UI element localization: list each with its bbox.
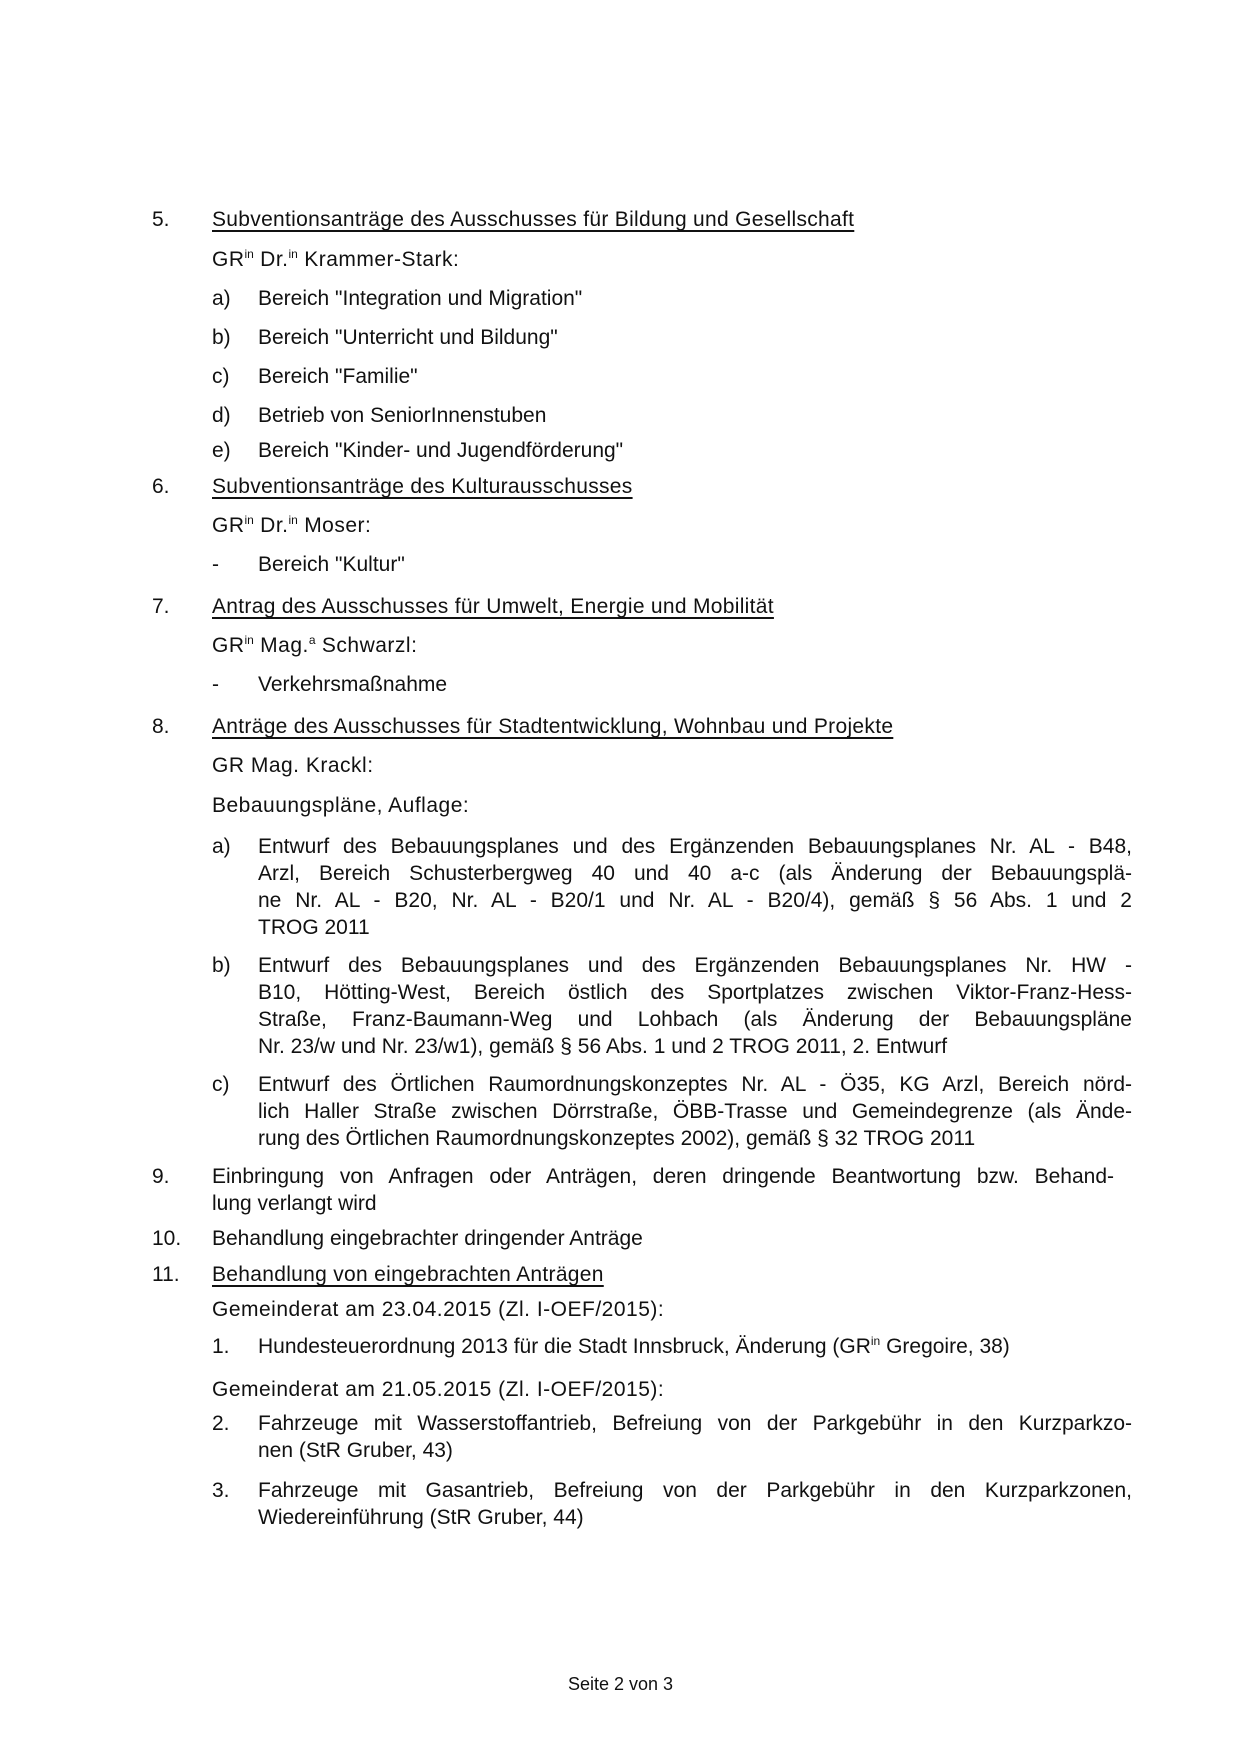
entry-paragraph: Fahrzeuge mit Gasantrieb, Befreiung von der Parkgebühr in den Kurzparkzonen, Wiedereinführung (StR Gruber, 44) (258, 1479, 1132, 1529)
speaker: $GR^{in}$ Dr.$^{in}$ Krammer-Stark: (212, 247, 460, 271)
subitem-paragraph: Entwurf des Bebauungsplanes und des Ergänzenden Bebauungsplanes Nr. AL - B48, Arzl, Bereich Schusterbergweg 40 und 40 a-c (als Änderung der Bebauungsplä- ne Nr. AL - B20, Nr. AL - B20/1 und Nr. AL - B20/4), gemäß § 56 Abs. 1 und 2 TROG 2011 (258, 835, 1132, 939)
subitem-label: c) (212, 365, 230, 388)
subitem-label: a) (212, 835, 231, 858)
subitem-label: b) (212, 954, 231, 977)
item-number: 9. (152, 1165, 170, 1188)
item-number: 8. (152, 715, 170, 738)
speaker: $GR^{in}$ Mag.$^a$ Schwarzl: (212, 633, 418, 657)
speaker: GR Mag. Krackl: (212, 754, 374, 777)
subitem-label: c) (212, 1073, 230, 1096)
subheading: Bebauungspläne, Auflage: (212, 794, 470, 817)
subitem-paragraph: Entwurf des Örtlichen Raumordnungskonzeptes Nr. AL - Ö35, KG Arzl, Bereich nörd- lich Haller Straße zwischen Dörrstraße, ÖBB-Trasse und Gemeindegrenze (als Ände- rung des Örtlichen Raumordnungskonzeptes 2002), gemäß § 32 TROG 2011 (258, 1073, 1132, 1150)
subitem-label: - (212, 673, 219, 696)
subitem-paragraph: Entwurf des Bebauungsplanes und des Ergänzenden Bebauungsplanes Nr. HW - B10, Hötting-West, Bereich östlich des Sportplatzes zwischen Viktor-Franz-Hess- Straße, Franz-Baumann-Weg und Lohbach (als Änderung der Bebauungspläne Nr. 23/w und Nr. 23/w1), gemäß § 56 Abs. 1 und 2 TROG 2011, 2. Entwurf (258, 954, 1132, 1058)
session-heading: Gemeinderat am 23.04.2015 (Zl. I-OEF/2015): (212, 1298, 665, 1321)
entry-text: Hundesteuerordnung 2013 für die Stadt Innsbruck, Änderung ($GR^{in}$ Gregoire, 38) (258, 1334, 1010, 1358)
session-heading: Gemeinderat am 21.05.2015 (Zl. I-OEF/2015): (212, 1378, 665, 1401)
item-number: 11. (152, 1263, 180, 1286)
item-heading: Subventionsanträge des Ausschusses für Bildung und Gesellschaft (212, 208, 855, 231)
entry-label: 3. (212, 1479, 230, 1502)
subitem-label: - (212, 553, 219, 576)
item-heading: Anträge des Ausschusses für Stadtentwicklung, Wohnbau und Projekte (212, 715, 894, 738)
item-number: 10. (152, 1227, 182, 1250)
entry-label: 2. (212, 1412, 230, 1435)
subitem-text: Bereich "Familie" (258, 365, 418, 388)
subitem-label: d) (212, 404, 231, 427)
item-paragraph: Einbringung von Anfragen oder Anträgen, deren dringende Beantwortung bzw. Behand- lung verlangt wird (212, 1165, 1114, 1215)
subitem-label: b) (212, 326, 231, 349)
speaker: $GR^{in}$ Dr.$^{in}$ Moser: (212, 513, 372, 537)
subitem-text: Verkehrsmaßnahme (258, 673, 448, 696)
subitem-text: Bereich "Integration und Migration" (258, 287, 583, 310)
item-number: 7. (152, 595, 170, 618)
entry-label: 1. (212, 1335, 230, 1358)
item-text: Behandlung eingebrachter dringender Anträge (212, 1227, 643, 1250)
subitem-text: Betrieb von SeniorInnenstuben (258, 404, 547, 427)
item-heading: Subventionsanträge des Kulturausschusses (212, 475, 633, 498)
subitem-text: Bereich "Kultur" (258, 553, 405, 576)
subitem-text: Bereich "Kinder- und Jugendförderung" (258, 439, 624, 462)
subitem-label: e) (212, 439, 231, 462)
entry-paragraph: Fahrzeuge mit Wasserstoffantrieb, Befreiung von der Parkgebühr in den Kurzparkzo- nen (StR Gruber, 43) (258, 1412, 1132, 1462)
page-footer: Seite 2 von 3 (567, 1674, 674, 1694)
item-number: 6. (152, 475, 170, 498)
subitem-text: Bereich "Unterricht und Bildung" (258, 326, 558, 349)
item-heading: Behandlung von eingebrachten Anträgen (212, 1263, 604, 1286)
item-heading: Antrag des Ausschusses für Umwelt, Energie und Mobilität (212, 595, 774, 618)
item-number: 5. (152, 208, 170, 231)
subitem-label: a) (212, 287, 231, 310)
